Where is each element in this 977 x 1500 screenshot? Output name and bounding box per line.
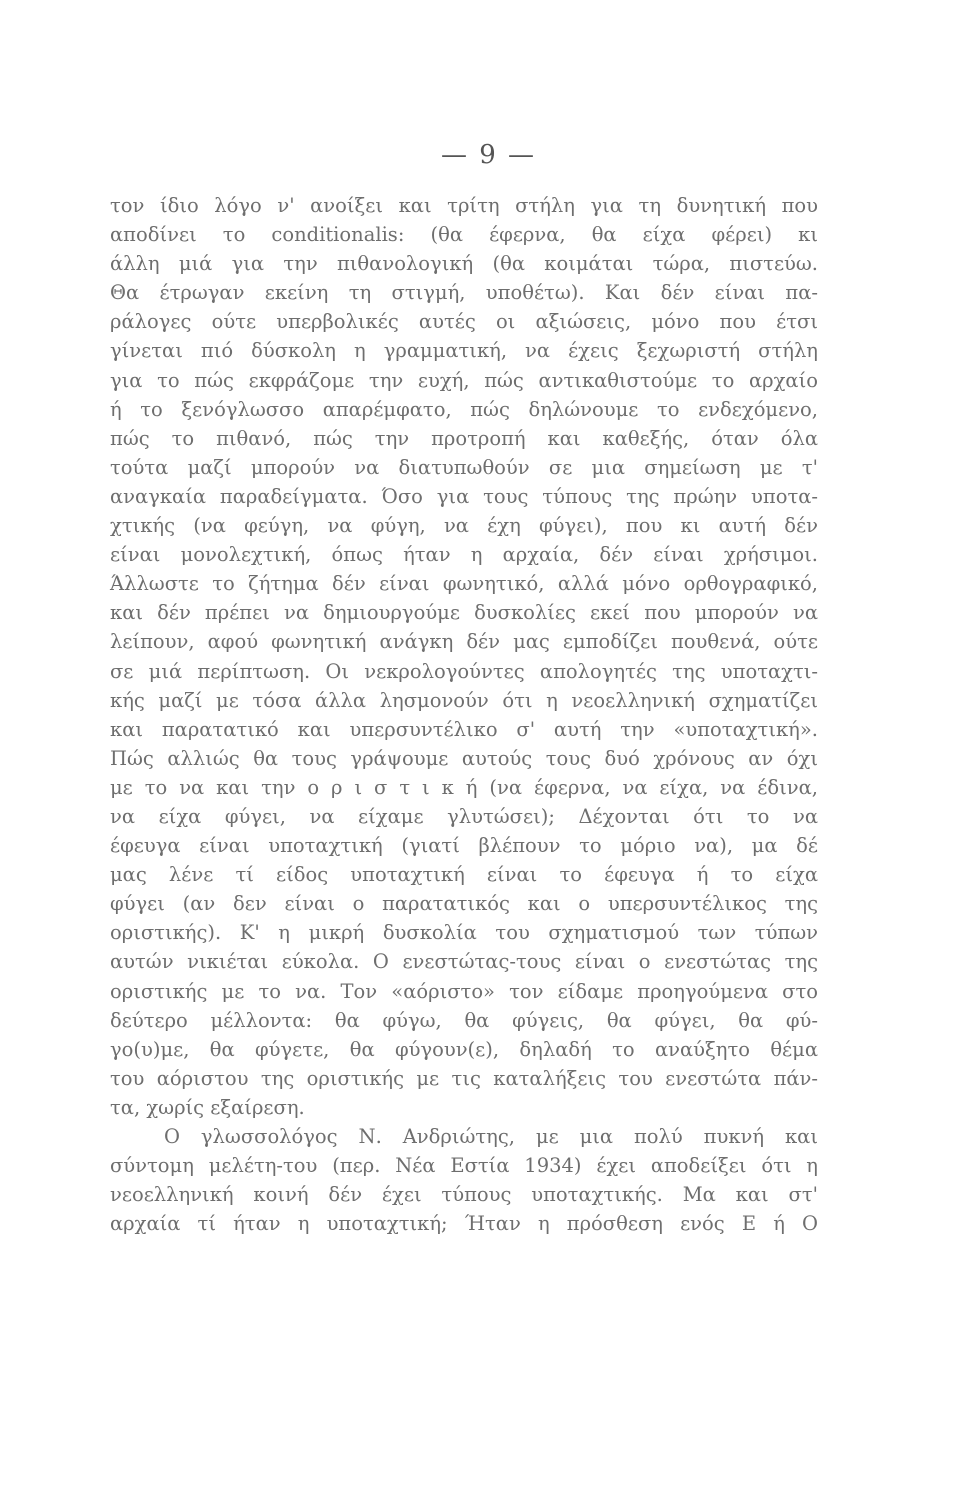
- text-line: σε μιά περίπτωση. Οι νεκρολογούντες απολογητές της υποταχτι-: [110, 659, 818, 683]
- text-line: του αόριστου της οριστικής με τις καταλήξεις του ενεστώτα πάν-: [110, 1066, 818, 1090]
- text-line: αποδίνει το conditionalis: (θα έφερνα, θα είχα φέρει) κι: [110, 223, 818, 247]
- text-line: μας λένε τί είδος υποταχτική είναι το έφευγα ή το είχα: [110, 863, 818, 887]
- text-line: χτικής (να φεύγη, να φύγη, να έχη φύγει), που κι αυτή δέν: [110, 514, 818, 538]
- text-line: άλλη μιά για την πιθανολογική (θα κοιμάται τώρα, πιστεύω.: [110, 252, 818, 276]
- text-line: να είχα φύγει, να είχαμε γλυτώσει); Δέχονται ότι το να: [110, 804, 818, 828]
- text-line: Πώς αλλιώς θα τους γράψουμε αυτούς τους δυό χρόνους αν όχι: [110, 746, 818, 770]
- page-number: — 9 —: [440, 140, 537, 170]
- text-line: κής μαζί με τόσα άλλα λησμονούν ότι η νεοελληνική σχηματίζει: [110, 688, 818, 712]
- text-line: Άλλωστε το ζήτημα δέν είναι φωνητικό, αλλά μόνο ορθογραφικό,: [110, 572, 818, 596]
- text-line: και δέν πρέπει να δημιουργούμε δυσκολίες εκεί που μπορούν να: [110, 601, 818, 625]
- text-line: τούτα μαζί μπορούν να διατυπωθούν σε μια σημείωση με τ': [110, 455, 818, 479]
- text-line: αναγκαία παραδείγματα. Όσο για τους τύπους της πρώην υποτα-: [110, 484, 818, 508]
- text-line: δεύτερο μέλλοντα: θα φύγω, θα φύγεις, θα φύγει, θα φύ-: [110, 1008, 818, 1032]
- text-line: έφευγα είναι υποταχτική (γιατί βλέπουν το μόριο να), μα δέ: [110, 834, 818, 858]
- body-text: [110, 191, 818, 1238]
- text-line: Ο γλωσσολόγος Ν. Ανδριώτης, με μια πολύ πυκνή και: [164, 1125, 818, 1148]
- text-line: φύγει (αν δεν είναι ο παρατατικός και ο υπερσυντέλικος της: [110, 892, 818, 916]
- text-line: αρχαία τί ήταν η υποταχτική; Ήταν η πρόσθεση ενός Ε ή Ο: [110, 1212, 818, 1236]
- text-line: γο(υ)με, θα φύγετε, θα φύγουν(ε), δηλαδή το αναύξητο θέμα: [110, 1037, 818, 1061]
- text-line: Θα έτρωγαν εκείνη τη στιγμή, υποθέτω). Και δέν είναι πα-: [110, 281, 818, 305]
- text-line: οριστικής). Κ' η μικρή δυσκολία του σχηματισμού των τύπων: [110, 921, 818, 945]
- text-line: οριστικής με το να. Τον «αόριστο» τον είδαμε προηγούμενα στο: [110, 979, 818, 1003]
- text-line: ράλογες ούτε υπερβολικές αυτές οι αξιώσεις, μόνο που έτσι: [110, 310, 818, 334]
- text-line: είναι μονολεχτική, όπως ήταν η αρχαία, δέν είναι χρήσιμοι.: [110, 543, 818, 567]
- text-line: πώς το πιθανό, πώς την προτροπή και καθεξής, όταν όλα: [110, 426, 818, 450]
- text-line: τα, χωρίς εξαίρεση.: [110, 1095, 305, 1119]
- text-line: γίνεται πιό δύσκολη η γραμματική, να έχεις ξεχωριστή στήλη: [110, 339, 818, 363]
- text-line: με το να και την ο ρ ι σ τ ι κ ή (να έφερνα, να είχα, να έδινα,: [110, 775, 818, 799]
- text-line: τον ίδιο λόγο ν' ανοίξει και τρίτη στήλη για τη δυνητική που: [110, 194, 818, 217]
- text-line: λείπουν, αφού φωνητική ανάγκη δέν μας εμποδίζει πουθενά, ούτε: [110, 630, 818, 654]
- text-line: ή το ξενόγλωσσο απαρέμφατο, πώς δηλώνουμε το ενδεχόμενο,: [110, 397, 818, 421]
- text-line: και παρατατικό και υπερσυντέλικο σ' αυτή την «υποταχτική».: [110, 717, 818, 741]
- text-line: νεοελληνική κοινή δέν έχει τύπους υποταχτικής. Μα και στ': [110, 1183, 818, 1207]
- text-line: για το πώς εκφράζομε την ευχή, πώς αντικαθιστούμε το αρχαίο: [110, 368, 818, 392]
- text-line: αυτών νικιέται εύκολα. Ο ενεστώτας-τους είναι ο ενεστώτας της: [110, 950, 818, 974]
- text-line: σύντομη μελέτη-του (περ. Νέα Εστία 1934) έχει αποδείξει ότι η: [110, 1154, 818, 1178]
